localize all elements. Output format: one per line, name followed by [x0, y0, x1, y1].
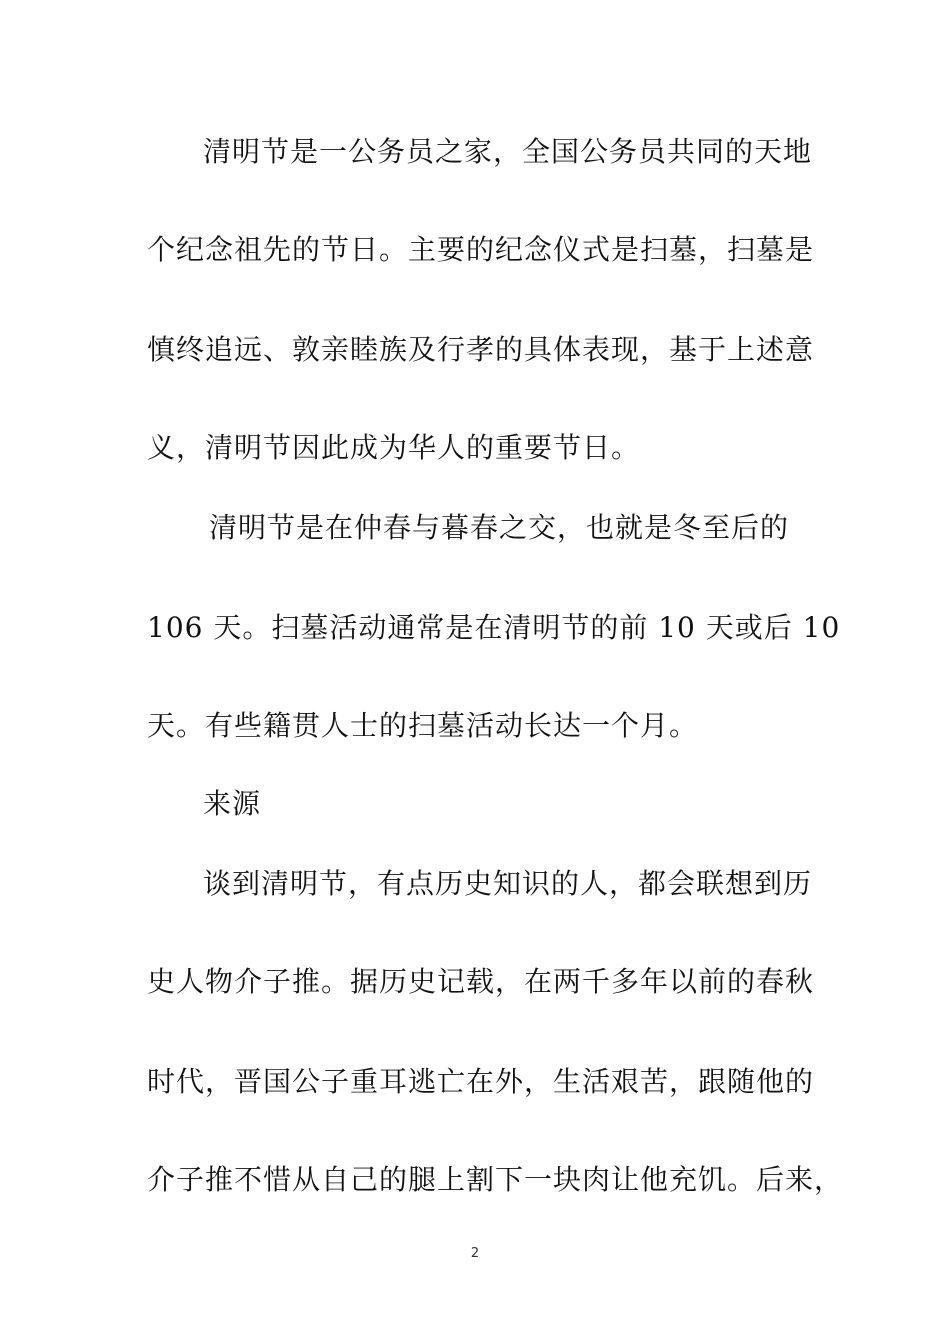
paragraph-1-line-1: 清明节是一公务员之家，全国公务员共同的天地 [203, 135, 813, 168]
section-heading: 来源 [203, 787, 262, 820]
paragraph-2-line-2: 106 天。扫墓活动通常是在清明节的前 10 天或后 10 [147, 611, 841, 644]
paragraph-3-line-4: 介子推不惜从自己的腿上割下一块肉让他充饥。后来， [147, 1163, 844, 1196]
page-number: 2 [470, 1246, 480, 1261]
paragraph-3-line-3: 时代，晋国公子重耳逃亡在外，生活艰苦，跟随他的 [147, 1065, 815, 1098]
paragraph-2-line-1: 清明节是在仲春与暮春之交，也就是冬至后的 [209, 511, 790, 544]
paragraph-2-line-3: 天。有些籍贯人士的扫墓活动长达一个月。 [147, 709, 699, 742]
paragraph-3-line-2: 史人物介子推。据历史记载，在两千多年以前的春秋 [147, 965, 815, 998]
paragraph-1-line-4: 义，清明节因此成为华人的重要节日。 [147, 431, 641, 464]
paragraph-1-line-3: 慎终追远、敦亲睦族及行孝的具体表现，基于上述意 [147, 333, 815, 366]
paragraph-1-line-2: 个纪念祖先的节日。主要的纪念仪式是扫墓，扫墓是 [147, 233, 815, 266]
paragraph-3-line-1: 谈到清明节，有点历史知识的人，都会联想到历 [203, 867, 813, 900]
